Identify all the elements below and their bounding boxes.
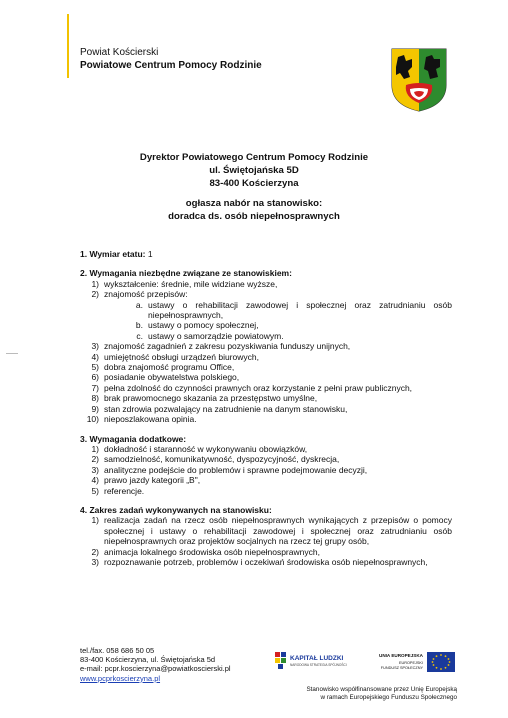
list-item: 8) brak prawomocnego skazania za przestępstwo umyślne,: [91, 393, 318, 404]
list-item: 9) stan zdrowia pozwalający na zatrudnienie na danym stanowisku,: [91, 403, 348, 414]
contact-footer: [80, 646, 231, 683]
addressee-line-2: ul. Świętojańska 5D: [209, 165, 299, 176]
list-item: 1) realizacja zadań na rzecz osób niepełnosprawnych wynikających z przepisów o pomocy społecznej i ustawy o rehabilitacji zawodowej i społecznej oraz zatrudnianiu osób niepełnosprawnych oraz projektów socjalnych na rzecz tej grupy osób,: [91, 515, 452, 547]
kapital-ludzki-subtitle: NARODOWA STRATEGIA SPÓJNOŚCI: [290, 663, 347, 667]
sub-list-item: c. ustawy o samorządzie powiatowym.: [136, 330, 284, 341]
list-item: 4) prawo jazdy kategorii „B",: [91, 475, 201, 486]
section-4-title: 4. Zakres zadań wykonywanych na stanowisku:: [80, 504, 272, 515]
list-item: 2) animacja lokalnego środowiska osób niepełnosprawnych,: [91, 546, 320, 557]
list-item: 2) znajomość przepisów:: [91, 289, 188, 300]
section-2-title: 2. Wymagania niezbędne związane ze stanowiskiem:: [80, 268, 292, 279]
list-item: 2) samodzielność, komunikatywność, dyspozycyjność, dyskrecja,: [91, 454, 340, 465]
list-item: 5) referencje.: [91, 485, 145, 496]
section-3-title: 3. Wymagania dodatkowe:: [80, 433, 187, 444]
list-item: 6) posiadanie obywatelstwa polskiego,: [91, 372, 240, 383]
announcement-line-2: doradca ds. osób niepełnosprawnych: [168, 211, 340, 222]
list-item: 7) pełna zdolność do czynności prawnych oraz korzystanie z pełni praw publicznych,: [91, 382, 413, 393]
eu-social-fund-logo: [367, 650, 457, 674]
list-item: 1) wykształcenie: średnie, mile widziane wyższe,: [91, 278, 278, 289]
list-item: 4) umiejętność obsługi urządzeń biurowych,: [91, 351, 259, 362]
phone-fax: tel./fax. 058 686 50 05: [80, 646, 155, 655]
addressee-block: [0, 151, 508, 190]
list-item: 3) analityczne podejście do problemów i sprawne podejmowanie decyzji,: [91, 464, 368, 475]
letterhead: [80, 46, 262, 72]
cofinancing-line-1: Stanowisko współfinansowane przez Unię Europejską: [306, 686, 457, 693]
eu-title: UNIA EUROPEJSKA: [379, 653, 423, 658]
postal-address: 83-400 Kościerzyna, ul. Świętojańska 5d: [80, 655, 216, 665]
section-1-value: 1: [147, 249, 153, 259]
list-item: 10) nieposzlakowana opinia.: [86, 414, 197, 425]
list-item: 1) dokładność i staranność w wykonywaniu obowiązków,: [91, 443, 308, 454]
organization-name: Powiatowe Centrum Pomocy Rodzinie: [80, 60, 262, 71]
list-item: 3) znajomość zagadnień z zakresu pozyskiwania funduszy unijnych,: [91, 341, 351, 352]
section-1: [80, 249, 452, 259]
accent-line: [67, 14, 69, 78]
document-body: [80, 249, 452, 567]
coat-of-arms-icon: [390, 47, 448, 113]
website-link[interactable]: www.pcprkoscierzyna.pl: [80, 673, 161, 683]
addressee-line-3: 83-400 Kościerzyna: [209, 178, 299, 189]
sub-list-item: b. ustawy o pomocy społecznej,: [135, 320, 259, 331]
list-item: 5) dobra znajomość programu Office,: [91, 362, 235, 373]
addressee-line-1: Dyrektor Powiatowego Centrum Pomocy Rodzinie: [139, 152, 369, 163]
list-item: 3) rozpoznawanie potrzeb, problemów i oczekiwań środowiska osób niepełnosprawnych,: [91, 556, 428, 567]
county-name: Powiat Kościerski: [80, 47, 159, 58]
announcement-line-1: ogłasza nabór na stanowisko:: [185, 198, 323, 209]
kapital-ludzki-logo: [273, 650, 365, 670]
email-address: e-mail: pcpr.koscierzyna@powiatkoscierski.pl: [80, 664, 231, 674]
kapital-ludzki-title: KAPITAŁ LUDZKI: [290, 655, 344, 662]
announcement-block: [0, 197, 508, 223]
section-1-title: 1. Wymiar etatu:: [80, 249, 146, 259]
eu-subtitle-1: EUROPEJSKI: [398, 661, 423, 665]
sub-list-item: a. ustawy o rehabilitacji zawodowej i społecznej oraz zatrudnianiu osób niepełnosprawnych,: [135, 299, 452, 321]
fold-mark: [6, 353, 18, 354]
cofinancing-note: [272, 686, 457, 702]
cofinancing-line-2: w ramach Europejskiego Funduszu Społecznego: [320, 693, 457, 701]
eu-subtitle-2: FUNDUSZ SPOŁECZNY: [380, 666, 423, 670]
